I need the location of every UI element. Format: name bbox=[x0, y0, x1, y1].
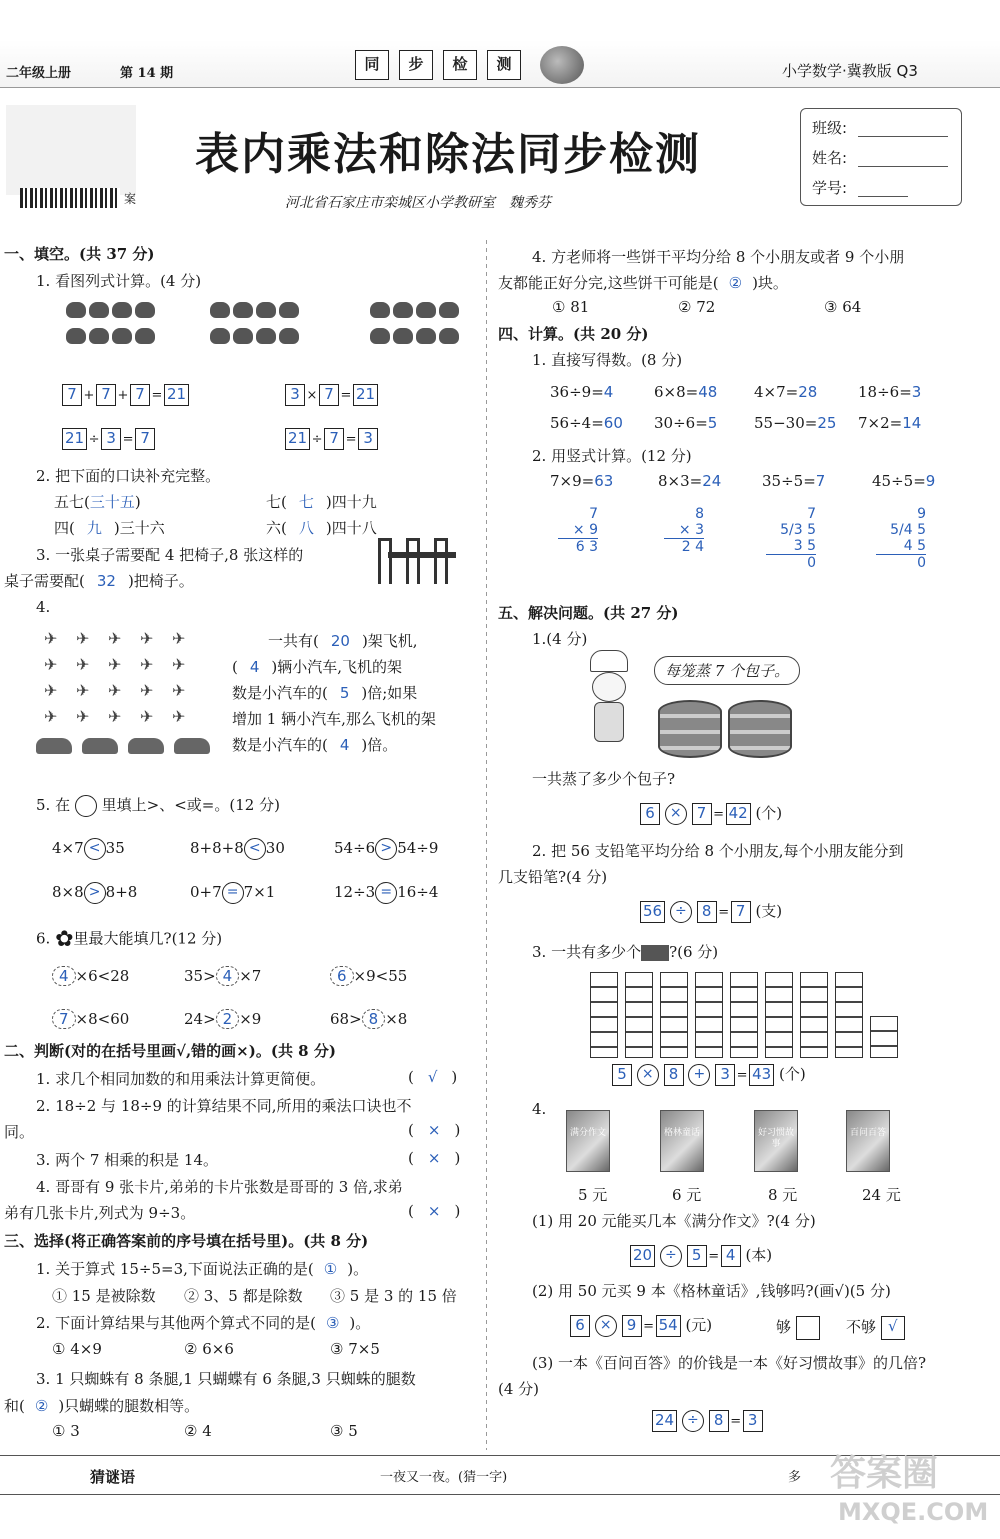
q1-2-row2a: 四( 九 )三十六 bbox=[54, 519, 165, 537]
q1-5-label: 5. 在 里填上>、<或=。(12 分) bbox=[36, 794, 280, 817]
judge-q2a: 2. 18÷2 与 18÷9 的计算结果不同,所用的乘法口诀也不 bbox=[36, 1097, 412, 1115]
book-cover: 格林童话 bbox=[660, 1110, 704, 1176]
cube-stacks bbox=[590, 972, 920, 1058]
problem-2-equation: 56 ÷ 8 = 7 (支) bbox=[640, 900, 782, 923]
answer-circle[interactable]: × bbox=[595, 1315, 617, 1337]
speech-bubble: 每笼蒸 7 个包子。 bbox=[654, 656, 800, 685]
planes-icon-grid: ✈ ✈ ✈ ✈ ✈ ✈ ✈ ✈ ✈ ✈ ✈ ✈ ✈ ✈ ✈ ✈ ✈ ✈ ✈ ✈ bbox=[44, 629, 186, 726]
qr-strip bbox=[20, 188, 120, 208]
answer-box[interactable]: 24 bbox=[652, 1410, 677, 1432]
author-line: 河北省石家庄市栾城区小学教研室 魏秀芬 bbox=[285, 195, 551, 211]
enough-checkbox[interactable] bbox=[796, 1316, 820, 1340]
judge-q1: 1. 求几个相同加数的和用乘法计算更简便。 bbox=[36, 1070, 326, 1088]
problem-3-label: 3. 一共有多少个 ?(6 分) bbox=[532, 943, 719, 961]
banner-tile: 同 bbox=[355, 50, 389, 80]
problem-2-line2: 几支铅笔?(4 分) bbox=[498, 868, 608, 886]
problem-4-label: 4. bbox=[532, 1100, 547, 1118]
mascot-icon bbox=[540, 46, 584, 84]
flower-answer[interactable]: 4 bbox=[216, 966, 240, 986]
q1-6-label: 6. ✿里最大能填几?(12 分) bbox=[36, 927, 223, 952]
steamer-icon bbox=[658, 700, 722, 758]
answer-text[interactable]: 20 bbox=[330, 632, 350, 650]
name-field[interactable] bbox=[858, 166, 948, 167]
answer-circle[interactable]: ÷ bbox=[660, 1245, 682, 1267]
vertical-calc-4: 9 5/4 5 4 5 0 bbox=[876, 506, 926, 571]
problem-2-line1: 2. 把 56 支铅笔平均分给 8 个小朋友,每个小朋友能分到 bbox=[532, 842, 904, 860]
choice-q4-line2: 友都能正好分完,这些饼干可能是( ② )块。 bbox=[498, 274, 788, 292]
fill-item: 6 ×9<55 bbox=[330, 967, 407, 985]
problem-4-part1-equation: 20 ÷ 5 = 4 (本) bbox=[630, 1244, 772, 1267]
choice-q3-opt: ② 4 bbox=[184, 1422, 212, 1440]
compare-item: 4×7 < 35 bbox=[52, 838, 125, 860]
answer-box[interactable]: 54 bbox=[656, 1315, 681, 1337]
table-chairs-icon bbox=[378, 538, 464, 588]
answer-circle[interactable]: × bbox=[637, 1064, 659, 1086]
answer-box[interactable]: 4 bbox=[721, 1245, 741, 1267]
problem-4-part1: (1) 用 20 元能买几本《满分作文》?(4 分) bbox=[532, 1212, 816, 1230]
choice-q1-opt: ③ 5 是 3 的 15 倍 bbox=[330, 1287, 457, 1305]
compare-item: 8+8+8 < 30 bbox=[190, 838, 285, 860]
book-price: 24 元 bbox=[862, 1186, 901, 1204]
vert-item: 7×9=63 bbox=[550, 472, 614, 490]
q1-eq-a: 7 + 7 + 7 = 21 bbox=[62, 384, 189, 406]
q1-4-line1: 一共有( 20 )架飞机, bbox=[268, 632, 418, 650]
grade-label: 二年级上册 bbox=[6, 66, 72, 81]
fill-item: 4 ×6<28 bbox=[52, 967, 129, 985]
answer-box[interactable]: 7 bbox=[96, 384, 116, 406]
cube-icon bbox=[641, 945, 669, 961]
problem-4-part3-line1: (3) 一本《百问百答》的价钱是一本《好习惯故事》的几倍? bbox=[532, 1354, 927, 1372]
answer-text[interactable]: 八 bbox=[298, 519, 314, 537]
problem-3-equation: 5 × 8 + 3 = 43 (个) bbox=[612, 1063, 806, 1086]
answer-circle[interactable]: < bbox=[244, 838, 266, 860]
answer-box[interactable]: 6 bbox=[640, 803, 660, 825]
choice-q1-opt: ② 3、5 都是除数 bbox=[184, 1287, 303, 1305]
calc-item: 36÷9=4 bbox=[550, 383, 614, 401]
judge-a1[interactable]: ( √ ) bbox=[408, 1068, 458, 1086]
answer-text[interactable]: 32 bbox=[96, 572, 116, 590]
compare-item: 54÷6 > 54÷9 bbox=[334, 838, 438, 860]
compare-item: 12÷3 = 16÷4 bbox=[334, 882, 438, 904]
q1-4-line4: 增加 1 辆小汽车,那么飞机的架 bbox=[232, 710, 436, 728]
choice-q3-line1: 3. 1 只蜘蛛有 8 条腿,1 只蝴蝶有 6 条腿,3 只蜘蛛的腿数 bbox=[36, 1370, 416, 1388]
answer-circle[interactable]: ÷ bbox=[670, 901, 692, 923]
answer-box[interactable]: 3 bbox=[101, 428, 121, 450]
choice-q4-opt: ② 72 bbox=[678, 298, 716, 316]
answer-box[interactable]: 21 bbox=[353, 384, 378, 406]
choice-q4-opt: ① 81 bbox=[552, 298, 590, 316]
q1-2-row2b: 六( 八 )四十八 bbox=[266, 519, 377, 537]
answer-text[interactable]: ② bbox=[728, 274, 743, 292]
fill-item: 35> 4 ×7 bbox=[184, 967, 262, 985]
answer-box[interactable]: 21 bbox=[285, 428, 310, 450]
compare-item: 0+7 = 7×1 bbox=[190, 882, 275, 904]
section-1-heading: 一、填空。(共 37 分) bbox=[4, 245, 155, 263]
answer-box[interactable]: 8 bbox=[709, 1410, 729, 1432]
judge-q4b: 弟有几张卡片,列式为 9÷3。 bbox=[4, 1204, 196, 1222]
choice-q3-line2: 和( ② )只蝴蝶的腿数相等。 bbox=[4, 1397, 200, 1415]
calc-item: 6×8=48 bbox=[654, 383, 718, 401]
judge-a2[interactable]: ( × ) bbox=[408, 1121, 461, 1139]
judge-a3[interactable]: ( × ) bbox=[408, 1149, 461, 1167]
calc-item: 55−30=25 bbox=[754, 414, 837, 432]
calc-item: 4×7=28 bbox=[754, 383, 818, 401]
book-cover: 好习惯故事 bbox=[754, 1110, 798, 1176]
answer-circle[interactable]: = bbox=[222, 882, 244, 904]
problem-1-label: 1.(4 分) bbox=[532, 630, 588, 648]
vertical-calc-1: 7 × 9 6 3 bbox=[558, 506, 598, 555]
book-cover: 百问百答 bbox=[846, 1110, 890, 1176]
answer-circle[interactable]: > bbox=[84, 882, 106, 904]
q1-4-line3: 数是小汽车的( 5 )倍;如果 bbox=[232, 684, 418, 702]
cat-group-c bbox=[370, 302, 462, 348]
answer-box[interactable]: 3 bbox=[715, 1064, 735, 1086]
answer-circle[interactable]: < bbox=[84, 838, 106, 860]
id-field[interactable] bbox=[858, 196, 908, 197]
answer-box[interactable]: 3 bbox=[743, 1410, 763, 1432]
cars-icon-row bbox=[36, 738, 220, 758]
choice-q2: 2. 下面计算结果与其他两个算式不同的是( ③ )。 bbox=[36, 1314, 371, 1332]
watermark: 答案圈 bbox=[830, 1453, 939, 1494]
choice-q1-opt: ① 15 是被除数 bbox=[52, 1287, 156, 1305]
answer-circle[interactable]: = bbox=[375, 882, 397, 904]
answer-box[interactable]: 21 bbox=[164, 384, 189, 406]
choice-q3-opt: ③ 5 bbox=[330, 1422, 358, 1440]
id-field-label: 学号: bbox=[812, 179, 848, 197]
answer-text[interactable]: ① bbox=[323, 1260, 338, 1278]
answer-circle[interactable]: > bbox=[375, 838, 397, 860]
compare-item: 8×8 > 8+8 bbox=[52, 882, 137, 904]
qr-code-icon bbox=[6, 105, 136, 195]
vert-item: 45÷5=9 bbox=[872, 472, 936, 490]
cat-group-a bbox=[66, 302, 158, 348]
answer-box[interactable]: 42 bbox=[726, 803, 751, 825]
answer-box[interactable]: 7 bbox=[319, 384, 339, 406]
answer-box[interactable]: 9 bbox=[622, 1315, 642, 1337]
q1-4-line2: ( 4 )辆小汽车,飞机的架 bbox=[232, 658, 403, 676]
qr-note: 案 bbox=[124, 192, 137, 206]
answer-box[interactable]: 20 bbox=[630, 1245, 655, 1267]
judge-q2b: 同。 bbox=[4, 1123, 35, 1141]
fill-item: 68> 8 ×8 bbox=[330, 1010, 408, 1028]
q1-2-label: 2. 把下面的口诀补充完整。 bbox=[36, 467, 221, 485]
calc-item: 30÷6=5 bbox=[654, 414, 718, 432]
issue-label: 第 14 期 bbox=[120, 66, 174, 81]
answer-box[interactable]: 7 bbox=[731, 901, 751, 923]
banner-tile: 测 bbox=[487, 50, 521, 80]
vert-item: 35÷5=7 bbox=[762, 472, 826, 490]
answer-box[interactable]: 21 bbox=[62, 428, 87, 450]
answer-box[interactable]: 8 bbox=[697, 901, 717, 923]
riddle-text: 一夜又一夜。(猜一字) bbox=[380, 1470, 508, 1485]
calc-item: 56÷4=60 bbox=[550, 414, 623, 432]
choice-q4-line1: 4. 方老师将一些饼干平均分给 8 个小朋友或者 9 个小朋 bbox=[532, 248, 905, 266]
watermark-url: MXQE.COM bbox=[838, 1498, 989, 1526]
book-price: 8 元 bbox=[768, 1186, 798, 1204]
answer-box[interactable]: 5 bbox=[687, 1245, 707, 1267]
calc-item: 18÷6=3 bbox=[858, 383, 922, 401]
q1-1-label: 1. 看图列式计算。(4 分) bbox=[36, 272, 202, 290]
answer-text[interactable]: ② bbox=[34, 1397, 49, 1415]
answer-box[interactable]: 3 bbox=[285, 384, 305, 406]
answer-box[interactable]: 5 bbox=[612, 1064, 632, 1086]
answer-text[interactable]: ③ bbox=[325, 1314, 340, 1332]
class-field[interactable] bbox=[858, 136, 948, 137]
q1-eq-b: 3 × 7 = 21 bbox=[285, 384, 378, 406]
enough-option: 够 bbox=[776, 1316, 820, 1340]
subject-label: 小学数学·冀教版 Q3 bbox=[782, 62, 918, 80]
answer-text[interactable]: 5 bbox=[339, 684, 350, 702]
choice-q4-opt: ③ 64 bbox=[824, 298, 862, 316]
answer-circle[interactable]: × bbox=[665, 803, 687, 825]
answer-text[interactable]: 九 bbox=[86, 519, 102, 537]
flower-answer[interactable]: 4 bbox=[52, 966, 76, 986]
not-enough-option: 不够 √ bbox=[846, 1316, 905, 1340]
footer-corner: 多 bbox=[788, 1470, 802, 1485]
banner-tile: 检 bbox=[443, 50, 477, 80]
flower-answer[interactable]: 2 bbox=[216, 1009, 240, 1029]
section-4-heading: 四、计算。(共 20 分) bbox=[498, 325, 649, 343]
choice-q1: 1. 关于算式 15÷5=3,下面说法正确的是( ① )。 bbox=[36, 1260, 369, 1278]
answer-box[interactable]: 7 bbox=[130, 384, 150, 406]
answer-box[interactable]: 56 bbox=[640, 901, 665, 923]
q1-4-line5: 数是小汽车的( 4 )倍。 bbox=[232, 736, 398, 754]
judge-q3: 3. 两个 7 相乘的积是 14。 bbox=[36, 1151, 219, 1169]
flower-icon: ✿ bbox=[55, 927, 74, 952]
choice-q2-opt: ③ 7×5 bbox=[330, 1340, 380, 1358]
vertical-calc-3: 7 5/3 5 3 5 0 bbox=[766, 506, 816, 571]
section-2-heading: 二、判断(对的在括号里画√,错的画×)。(共 8 分) bbox=[4, 1042, 336, 1060]
vert-item: 8×3=24 bbox=[658, 472, 722, 490]
calc-q2-label: 2. 用竖式计算。(12 分) bbox=[532, 447, 692, 465]
section-3-heading: 三、选择(将正确答案前的序号填在括号里)。(共 8 分) bbox=[4, 1232, 369, 1250]
column-divider bbox=[486, 240, 487, 1450]
judge-q4a: 4. 哥哥有 9 张卡片,弟弟的卡片张数是哥哥的 3 倍,求弟 bbox=[36, 1178, 403, 1196]
problem-1-equation: 6 × 7 = 42 (个) bbox=[640, 802, 782, 825]
q1-3-line2: 桌子需要配( 32 )把椅子。 bbox=[4, 572, 194, 590]
choice-q3-opt: ① 3 bbox=[52, 1422, 80, 1440]
riddle-label: 猜谜语 bbox=[90, 1468, 136, 1486]
banner-tile: 步 bbox=[399, 50, 433, 80]
q1-2-row1b: 七( 七 )四十九 bbox=[266, 493, 377, 511]
choice-q2-opt: ① 4×9 bbox=[52, 1340, 102, 1358]
answer-box[interactable]: 43 bbox=[749, 1064, 774, 1086]
cat-group-b bbox=[210, 302, 302, 348]
answer-box[interactable]: 7 bbox=[692, 803, 712, 825]
name-field-label: 姓名: bbox=[812, 149, 848, 167]
problem-1-question: 一共蒸了多少个包子? bbox=[532, 770, 676, 788]
calc-q1-label: 1. 直接写得数。(8 分) bbox=[532, 351, 683, 369]
problem-4-part2: (2) 用 50 元买 9 本《格林童话》,钱够吗?(画√)(5 分) bbox=[532, 1282, 891, 1300]
banner-tiles bbox=[355, 50, 521, 80]
answer-box[interactable]: 8 bbox=[664, 1064, 684, 1086]
class-field-label: 班级: bbox=[812, 119, 848, 137]
problem-4-part3-equation: 24 ÷ 8 = 3 bbox=[652, 1410, 763, 1432]
steamer-icon bbox=[728, 700, 792, 758]
problem-4-part2-equation: 6 × 9 = 54 (元) bbox=[570, 1314, 712, 1337]
chef-icon bbox=[584, 650, 634, 746]
fill-item: 7 ×8<60 bbox=[52, 1010, 129, 1028]
book-price: 6 元 bbox=[672, 1186, 702, 1204]
q1-eq-c: 21 ÷ 3 = 7 bbox=[62, 428, 155, 450]
answer-box[interactable]: 7 bbox=[135, 428, 155, 450]
answer-circle[interactable]: + bbox=[688, 1064, 710, 1086]
q1-eq-d: 21 ÷ 7 = 3 bbox=[285, 428, 378, 450]
circle-icon bbox=[75, 795, 97, 817]
answer-text[interactable]: 4 bbox=[249, 658, 260, 676]
answer-text[interactable]: 七 bbox=[298, 493, 314, 511]
answer-text[interactable]: 三十五 bbox=[89, 493, 135, 511]
judge-a4[interactable]: ( × ) bbox=[408, 1202, 461, 1220]
flower-answer[interactable]: 7 bbox=[52, 1009, 76, 1029]
book-price: 5 元 bbox=[578, 1186, 608, 1204]
choice-q2-opt: ② 6×6 bbox=[184, 1340, 234, 1358]
vertical-calc-2: 8 × 3 2 4 bbox=[664, 506, 704, 555]
answer-box[interactable]: 7 bbox=[62, 384, 82, 406]
calc-item: 7×2=14 bbox=[858, 414, 922, 432]
book-cover: 满分作文 bbox=[566, 1110, 610, 1176]
fill-item: 24> 2 ×9 bbox=[184, 1010, 262, 1028]
problem-4-part3-line2: (4 分) bbox=[498, 1380, 540, 1398]
flower-answer[interactable]: 6 bbox=[330, 966, 354, 986]
answer-circle[interactable]: ÷ bbox=[682, 1410, 704, 1432]
page-title: 表内乘法和除法同步检测 bbox=[195, 129, 701, 180]
answer-box[interactable]: 3 bbox=[358, 428, 378, 450]
q1-4-label: 4. bbox=[36, 598, 51, 616]
answer-box[interactable]: 6 bbox=[570, 1315, 590, 1337]
not-enough-checkbox[interactable]: √ bbox=[881, 1316, 905, 1340]
q1-3-line1: 3. 一张桌子需要配 4 把椅子,8 张这样的 bbox=[36, 546, 304, 564]
section-5-heading: 五、解决问题。(共 27 分) bbox=[498, 604, 679, 622]
answer-text[interactable]: 4 bbox=[339, 736, 350, 754]
q1-2-row1a: 五七(三十五) bbox=[54, 493, 141, 511]
answer-box[interactable]: 7 bbox=[324, 428, 344, 450]
flower-answer[interactable]: 8 bbox=[362, 1009, 386, 1029]
